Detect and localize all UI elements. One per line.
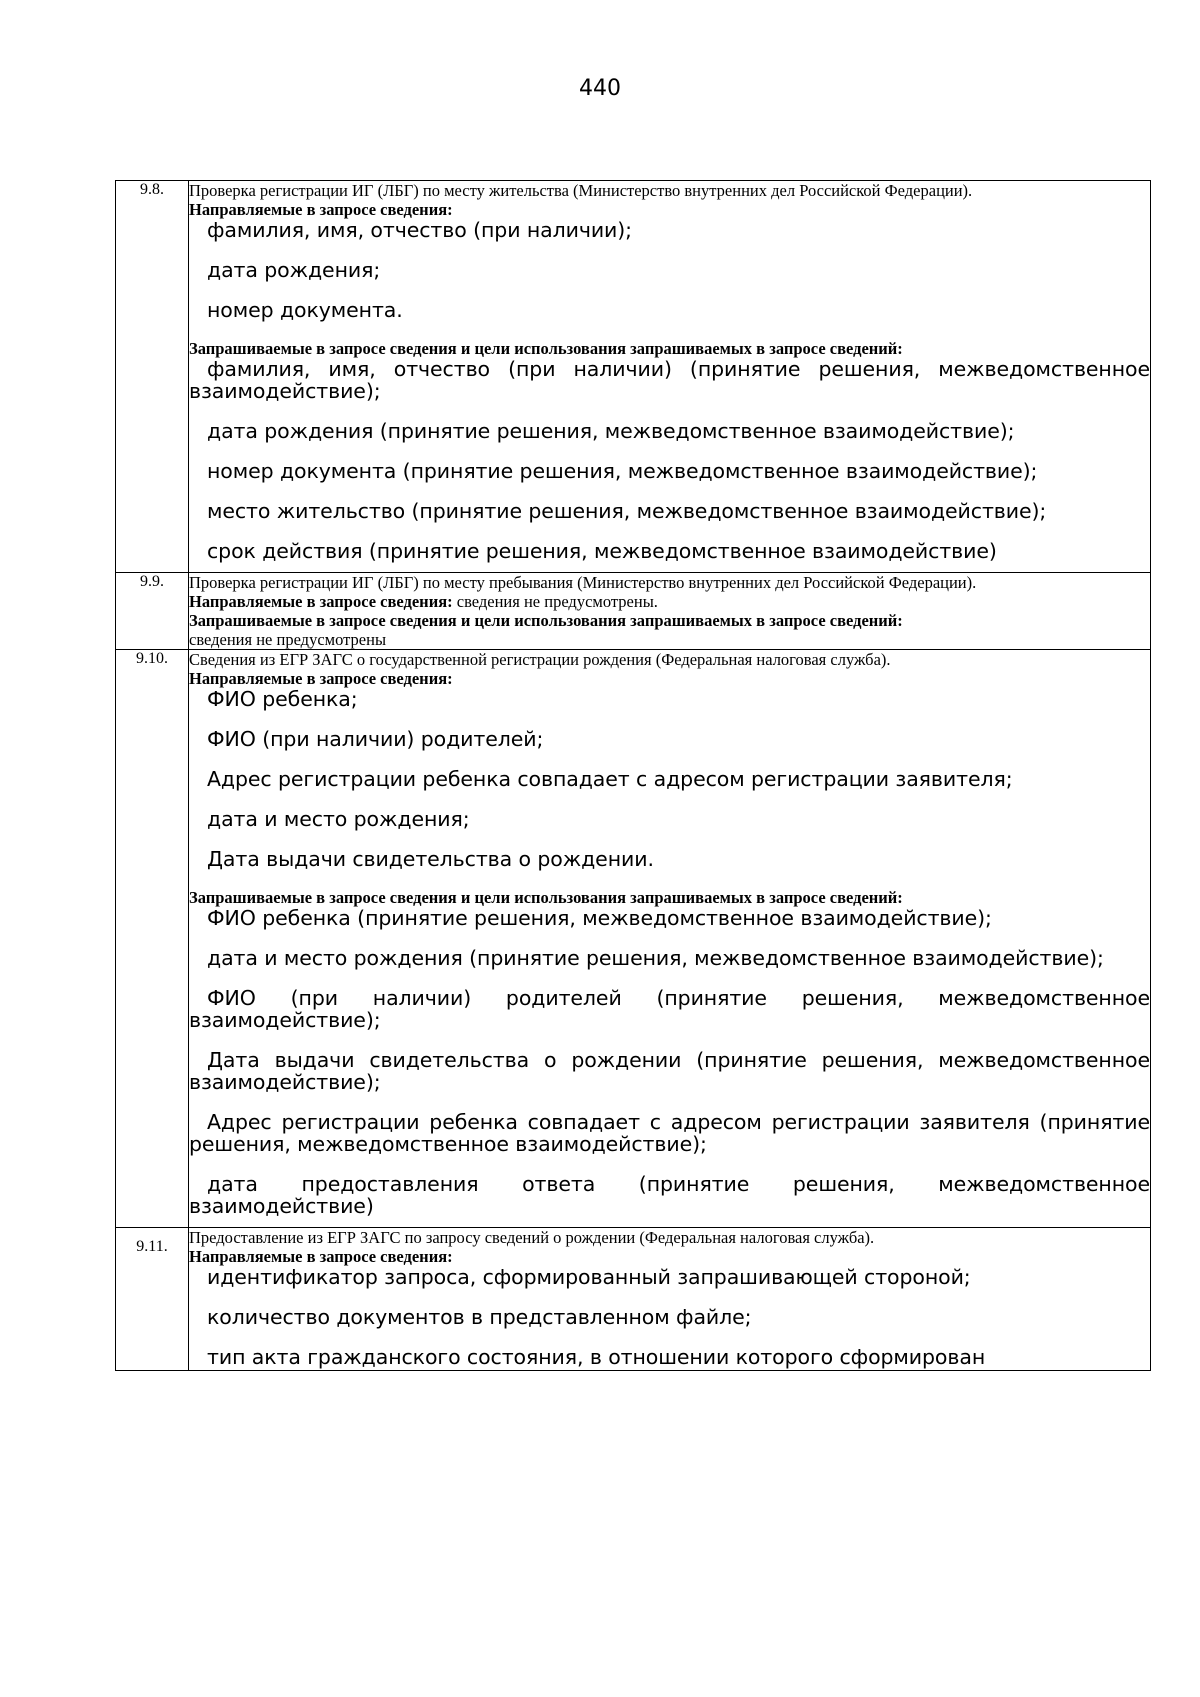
list-item: дата предоставления ответа (принятие решения, межведомственное взаимодействие) (189, 1172, 1150, 1218)
table-row-9-9 (116, 573, 1151, 650)
list-item: Адрес регистрации ребенка совпадает с адресом регистрации заявителя (принятие решения, межведомственное взаимодействие); (189, 1110, 1150, 1156)
row-number: 9.10. (116, 650, 189, 1228)
sent-label: Направляемые в запросе сведения: (189, 592, 453, 611)
list-item: срок действия (принятие решения, межведомственное взаимодействие) (207, 539, 997, 563)
list-item: количество документов в представленном файле; (207, 1305, 752, 1329)
row-content (189, 1228, 1151, 1371)
sent-label: Направляемые в запросе сведения: (189, 1247, 453, 1266)
table-row-9-10 (116, 650, 1151, 1228)
list-item: дата рождения; (207, 258, 381, 282)
list-item: идентификатор запроса, сформированный запрашивающей стороной; (207, 1265, 971, 1289)
list-item: ФИО (при наличии) родителей (принятие решения, межведомственное взаимодействие); (189, 986, 1150, 1032)
sent-label: Направляемые в запросе сведения: (189, 200, 453, 219)
row-number: 9.11. (116, 1228, 189, 1371)
requests-table (115, 180, 1151, 1371)
list-item: ФИО ребенка (принятие решения, межведомственное взаимодействие); (207, 906, 992, 930)
row-number: 9.8. (116, 181, 189, 573)
table-row-9-11 (116, 1228, 1151, 1371)
list-item: фамилия, имя, отчество (при наличии); (207, 218, 632, 242)
list-item: место жительство (принятие решения, межведомственное взаимодействие); (207, 499, 1047, 523)
list-item: ФИО ребенка; (207, 687, 358, 711)
requested-label: Запрашиваемые в запросе сведения и цели использования запрашиваемых в запросе сведений: (189, 611, 903, 630)
requested-label: Запрашиваемые в запросе сведения и цели использования запрашиваемых в запросе сведений: (189, 888, 903, 907)
list-item: фамилия, имя, отчество (при наличии) (принятие решения, межведомственное взаимодействие); (189, 357, 1150, 403)
list-item: номер документа. (207, 298, 403, 322)
list-item: дата и место рождения (принятие решения, межведомственное взаимодействие); (207, 946, 1104, 970)
row-content (189, 573, 1151, 650)
sent-text: сведения не предусмотрены. (452, 592, 658, 611)
table-row-9-8 (116, 181, 1151, 573)
list-item: ФИО (при наличии) родителей; (207, 727, 544, 751)
row-intro: Сведения из ЕГР ЗАГС о государственной регистрации рождения (Федеральная налоговая служба). (189, 650, 891, 669)
row-content (189, 650, 1151, 1228)
row-intro: Предоставление из ЕГР ЗАГС по запросу сведений о рождении (Федеральная налоговая служба). (189, 1228, 875, 1247)
list-item: номер документа (принятие решения, межведомственное взаимодействие); (207, 459, 1038, 483)
row-intro: Проверка регистрации ИГ (ЛБГ) по месту жительства (Министерство внутренних дел Российской Федерации). (189, 181, 973, 200)
sent-label: Направляемые в запросе сведения: (189, 669, 453, 688)
list-item: Дата выдачи свидетельства о рождении. (207, 847, 654, 871)
requested-label: Запрашиваемые в запросе сведения и цели использования запрашиваемых в запросе сведений: (189, 339, 903, 358)
list-item: Адрес регистрации ребенка совпадает с адресом регистрации заявителя; (207, 767, 1013, 791)
row-number: 9.9. (116, 573, 189, 650)
list-item: Дата выдачи свидетельства о рождении (принятие решения, межведомственное взаимодействие); (189, 1048, 1150, 1094)
requested-text: сведения не предусмотрены (189, 630, 387, 649)
list-item: тип акта гражданского состояния, в отношении которого сформирован (207, 1345, 986, 1369)
row-content (189, 181, 1151, 573)
row-intro: Проверка регистрации ИГ (ЛБГ) по месту пребывания (Министерство внутренних дел Российской Федерации). (189, 573, 977, 592)
list-item: дата рождения (принятие решения, межведомственное взаимодействие); (207, 419, 1015, 443)
list-item: дата и место рождения; (207, 807, 470, 831)
page-number: 440 (579, 76, 621, 101)
